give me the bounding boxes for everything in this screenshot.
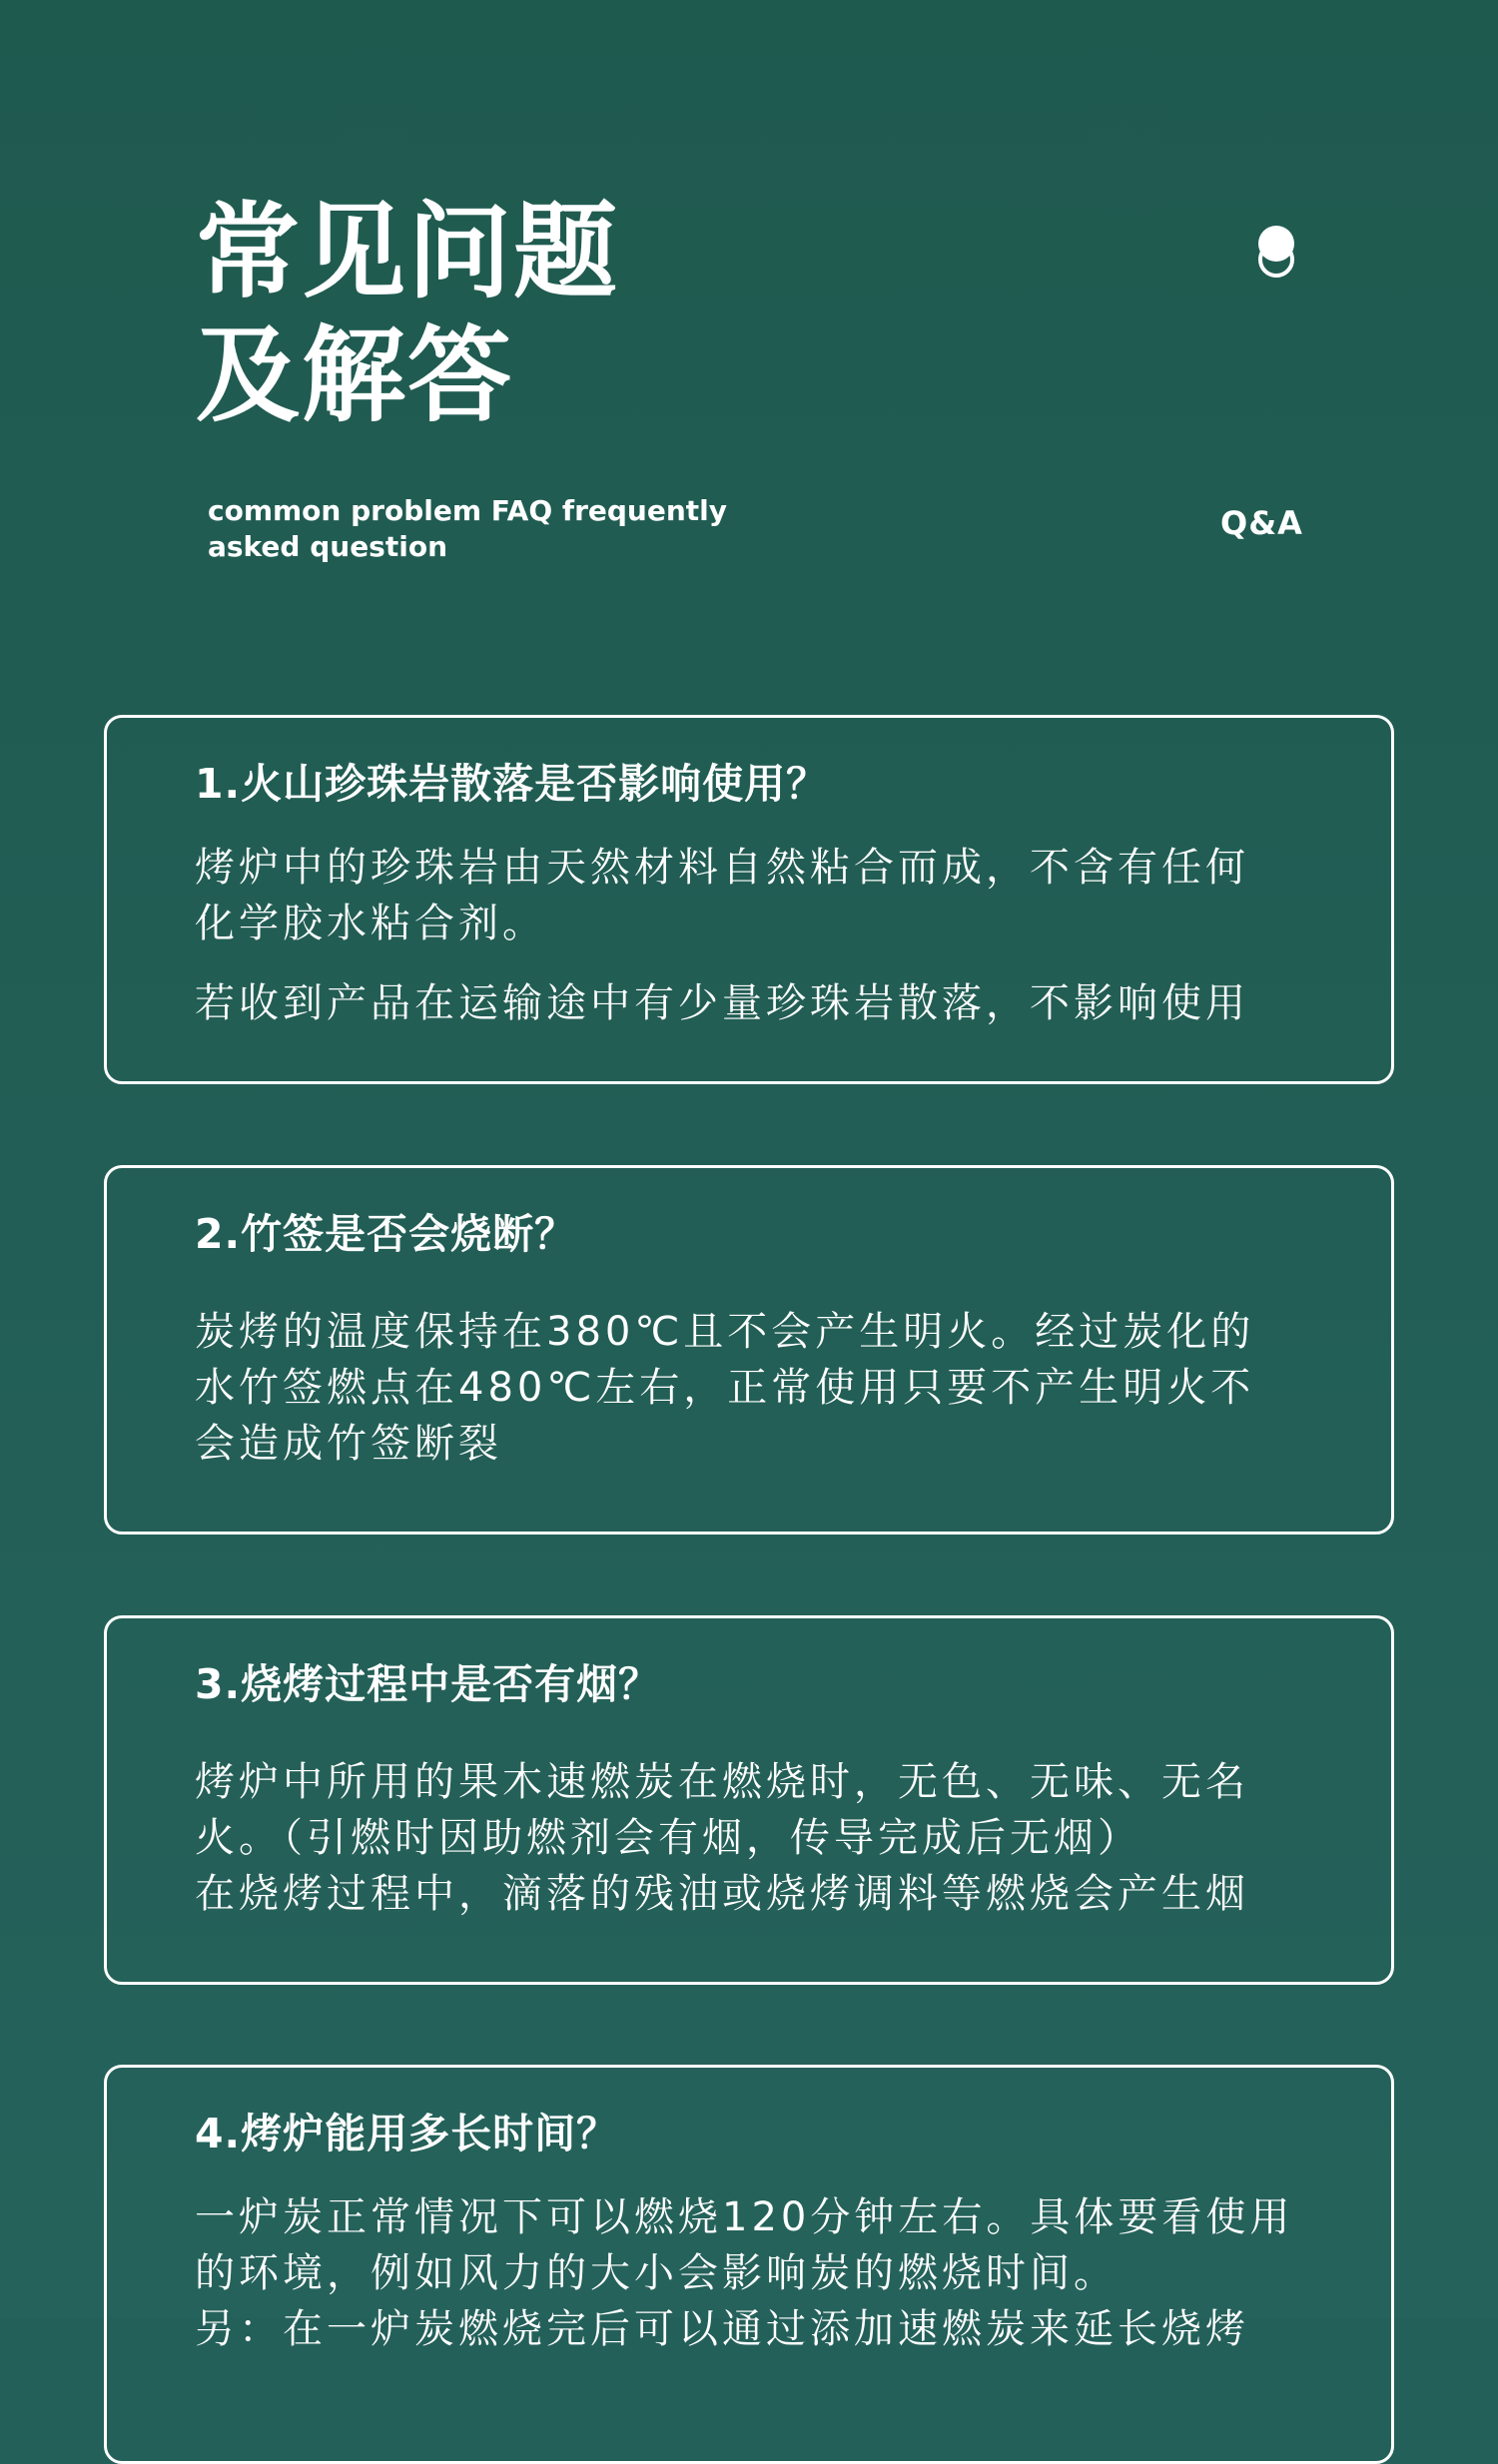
- faq-answer-line: 若收到产品在运输途中有少量珍珠岩散落，不影响使用: [195, 980, 1249, 1026]
- faq-question: 1.火山珍珠岩散落是否影响使用？: [195, 760, 829, 808]
- toggle-dot-icon: [1256, 224, 1296, 280]
- faq-answer-line: 化学胶水粘合剂。: [195, 901, 546, 946]
- faq-answer-line: 炭烤的温度保持在380℃且不会产生明火。经过炭化的: [195, 1309, 1255, 1355]
- faq-card-3: [104, 1615, 1394, 1985]
- faq-answer-line: 烤炉中的珍珠岩由天然材料自然粘合而成，不含有任何: [195, 845, 1249, 891]
- faq-question: 3.烧烤过程中是否有烟？: [195, 1660, 661, 1708]
- faq-answer-line: 水竹签燃点在480℃左右，正常使用只要不产生明火不: [195, 1365, 1255, 1411]
- faq-card-2: [104, 1165, 1394, 1535]
- subtitle-line-2: asked question: [208, 530, 447, 563]
- faq-answer-line: 火。（引燃时因助燃剂会有烟，传导完成后无烟）: [195, 1815, 1141, 1861]
- title-line-1: 常见问题: [196, 191, 620, 312]
- faq-answer-line: 会造成竹签断裂: [195, 1421, 502, 1467]
- faq-answer-line: 烤炉中所用的果木速燃炭在燃烧时，无色、无味、无名: [195, 1759, 1249, 1805]
- faq-card-4: [104, 2065, 1394, 2464]
- faq-answer-line: 另：在一炉炭燃烧完后可以通过添加速燃炭来延长烧烤: [195, 2306, 1249, 2352]
- qa-label: Q&A: [1220, 504, 1303, 542]
- title-line-2: 及解答: [196, 314, 514, 436]
- page-title: [196, 190, 619, 437]
- faq-card-1: [104, 715, 1394, 1084]
- faq-answer-line: 的环境，例如风力的大小会影响炭的燃烧时间。: [195, 2250, 1118, 2296]
- english-subtitle: [208, 493, 727, 565]
- faq-question: 2.竹签是否会烧断？: [195, 1210, 577, 1258]
- faq-answer-line: 在烧烤过程中，滴落的残油或烧烤调料等燃烧会产生烟: [195, 1871, 1249, 1917]
- faq-question: 4.烤炉能用多长时间？: [195, 2110, 619, 2157]
- faq-answer-line: 一炉炭正常情况下可以燃烧120分钟左右。具体要看使用: [195, 2194, 1294, 2240]
- subtitle-line-1: common problem FAQ frequently: [208, 494, 727, 527]
